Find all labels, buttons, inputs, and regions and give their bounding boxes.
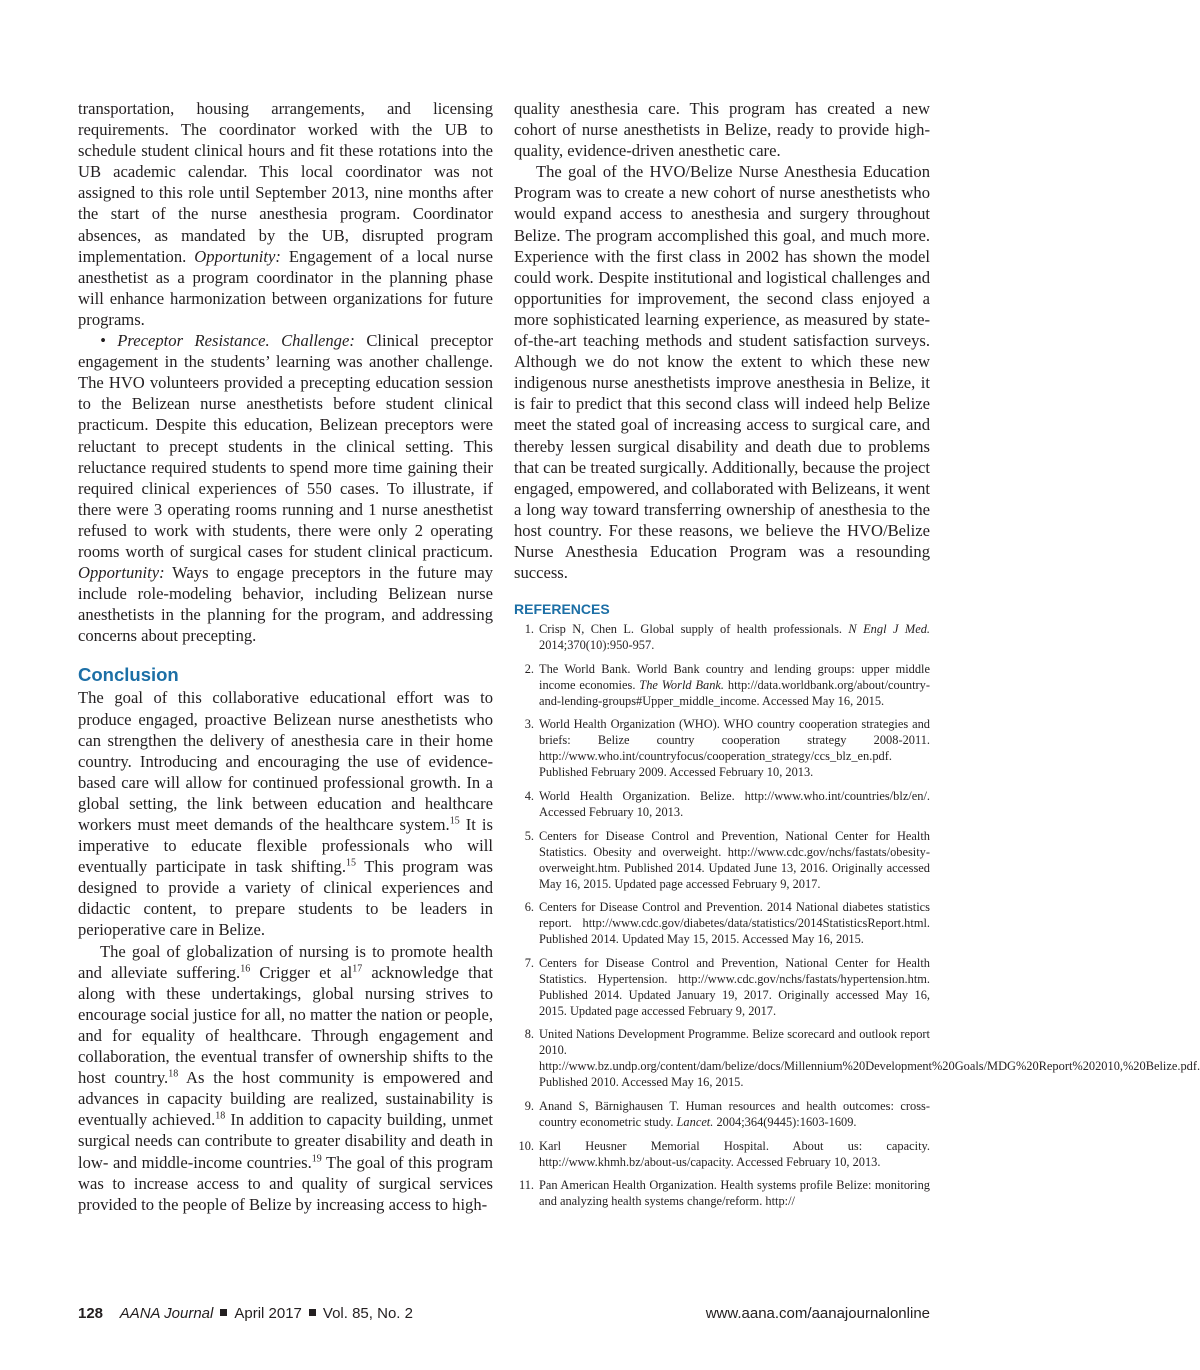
reference-text: Centers for Disease Control and Prevention. 2014 National diabetes statistics report. http://www.cdc.gov/diabetes/data/statistics/2014StatisticsReport.html. Published 2014. Updated May 15, 2015. Accessed May 16, 2015. — [539, 900, 930, 947]
reference-text: Centers for Disease Control and Prevention, National Center for Health Statistics. Hypertension. http://www.cdc.gov/nchs/fastats/hypertension.htm. Published 2014. Updated January 19, 2017. Originally accessed May 16, 2015. Updated page accessed February 9, 2017. — [539, 955, 930, 1018]
body-paragraph: • Preceptor Resistance. Challenge: Clinical preceptor engagement in the students’ learning was another challenge. The HVO volunteers provided a precepting education session to the Belizean nurse anesthetists before student clinical practicum. Despite this education, Belizean preceptors were reluctant to precept students in the clinical setting. This reluctance required students to spend more time gaining their required clinical experiences of 550 cases. To illustrate, if there were 3 operating rooms running and 1 nurse anesthetist refused to work with students, there were only 2 operating rooms worth of surgical cases for student clinical practicum. Opportunity: Ways to engage preceptors in the future may include role-modeling behavior, including Belizean nurse anesthetists in the planning for the program, and addressing concerns about precepting. — [78, 331, 493, 646]
body-paragraph: The goal of globalization of nursing is to promote health and alleviate suffering.$^{16}$ Crigger et $al^{17}$ acknowledge that along with these undertakings, global nursing strives to encourage social justice for all, no matter the nation or people, and for equality of healthcare. Through engagement and collaboration, the eventual transfer of ownership shifts to the host country.$^{18}$ As the host community is empowered and advances in capacity building are realized, sustainability is eventually achieved.$^{18}$ In addition to capacity building, unmet surgical needs can contribute to greater disability and death in low- and middle-income countries.$^{19}$ The goal of this program was to increase access to and quality of surgical services provided to the people of Belize by increasing access to high- — [78, 941, 494, 1214]
left-column — [78, 98, 493, 1215]
right-column — [514, 98, 1200, 1217]
reference-number: 4. — [524, 788, 534, 803]
reference-text: Anand S, Bärnighausen T. Human resources and health outcomes: cross-country econometric study. — [539, 1098, 930, 1129]
reference-item — [514, 716, 930, 780]
body-paragraph: transportation, housing arrangements, and licensing requirements. The coordinator worked with the UB to schedule student clinical hours and fit these rotations into the UB academic calendar. This local coordinator was not assigned to this role until September 2013, nine months after the start of the nurse anesthesia program. Coordinator absences, as mandated by the UB, disrupted program implementation. Opportunity: Engagement of a local nurse anesthetist as a program coordinator in the planning phase will enhance harmonization between organizations for future programs. — [78, 99, 493, 329]
reference-number: 10. — [518, 1138, 534, 1153]
reference-source: Lancet. — [676, 1114, 714, 1129]
reference-item — [514, 828, 930, 892]
reference-item — [514, 1177, 930, 1209]
reference-item — [514, 661, 930, 709]
section-heading: Conclusion — [78, 664, 179, 686]
references-list — [514, 621, 1200, 1209]
reference-number: 11. — [518, 1178, 534, 1193]
reference-number: 2. — [524, 661, 534, 676]
journal-name: AANA Journal — [119, 1305, 214, 1322]
reference-number: 3. — [524, 717, 534, 732]
reference-item — [514, 621, 930, 653]
reference-item — [514, 1098, 930, 1130]
body-paragraph: The goal of this collaborative educational effort was to produce engaged, proactive Belizean nurse anesthetists who can strengthen the delivery of anesthesia care in their home country. Introducing and encouraging the use of evidence-based care will allow for continued professional growth. In a global setting, the link between education and healthcare workers must meet demands of the healthcare system.$^{15}$ It is imperative to educate flexible professionals who will eventually participate in task shifting.$^{15}$ This program was designed to provide a variety of clinical experiences and didactic content, to prepare students to be leaders in perioperative care in Belize. — [78, 688, 493, 940]
reference-number: 9. — [524, 1098, 534, 1113]
journal-url[interactable]: www.aana.com/aanajournalonline — [705, 1305, 930, 1322]
reference-text: The World Bank. World Bank country and lending groups: upper middle income economies. — [539, 661, 930, 692]
reference-item — [514, 1138, 930, 1170]
reference-text: Pan American Health Organization. Health systems profile Belize: monitoring and analyzing health systems change/reform. http:// — [539, 1178, 930, 1209]
reference-text: Centers for Disease Control and Prevention, National Center for Health Statistics. Obesity and overweight. http://www.cdc.gov/nchs/fastats/obesity-overweight.htm. Published 2014. Updated June 13, 2016. Originally accessed May 16, 2015. Updated page accessed February 9, 2017. — [539, 828, 930, 891]
page-footer — [78, 1305, 930, 1327]
reference-details: 2004;364(9445):1603-1609. — [713, 1114, 857, 1129]
issue-date: April 2017 — [234, 1305, 302, 1322]
volume-info: Vol. 85, No. 2 — [322, 1305, 413, 1322]
bullet-heading: • Preceptor Resistance. — [100, 331, 270, 351]
references-heading: REFERENCES — [514, 601, 610, 618]
page-number: 128 — [78, 1305, 104, 1322]
reference-text: World Health Organization. Belize. http://www.who.int/countries/blz/en/. Accessed February 10, 2013. — [539, 788, 930, 819]
reference-item — [514, 955, 930, 1019]
reference-text: Karl Heusner Memorial Hospital. About us: capacity. http://www.khmh.bz/about-us/capacity. Accessed February 10, 2013. — [539, 1138, 930, 1169]
reference-item — [514, 899, 930, 947]
reference-number: 7. — [524, 955, 534, 970]
body-paragraph: quality anesthesia care. This program has created a new cohort of nurse anesthetists in Belize, ready to provide high-quality, evidence-driven anesthetic care. — [514, 99, 930, 161]
reference-text: United Nations Development Programme. Belize scorecard and outlook report 2010. http://www.bz.undp.org/content/dam/belize/docs/Millennium%20Development%20Goals/MDG%20Report%202010,%20Belize.pdf. Published 2010. Accessed May 16, 2015. — [539, 1027, 1200, 1090]
reference-number: 5. — [524, 828, 534, 843]
body-paragraph: The goal of the HVO/Belize Nurse Anesthesia Education Program was to create a new cohort of nurse anesthetists who would expand access to anesthesia and surgery throughout Belize. The program accomplished this goal, and much more. Experience with the first class in 2002 has shown the model could work. Despite institutional and logistical challenges and opportunities for improvement, the second class enjoyed a more sophisticated learning experience, as measured by state-of-the-art teaching methods and student satisfaction surveys. Although we do not know the extent to which these new indigenous nurse anesthetists improve anesthesia in Belize, it is fair to predict that this second class will indeed help Belize meet the stated goal of increasing access to surgical care, and thereby lessen surgical disability and death due to problems that can be treated surgically. Additionally, because the project engaged, empowered, and collaborated with Belizeans, it went a long way toward transferring ownership of anesthesia to the host country. For these reasons, we believe the HVO/Belize Nurse Anesthesia Education Program was a resounding success. — [514, 162, 930, 583]
reference-item — [514, 788, 930, 820]
reference-text: World Health Organization (WHO). WHO country cooperation strategies and briefs: Belize country cooperation strategy 2008-2011. http://www.who.int/countryfocus/cooperation_strategy/ccs_blz_en.pdf. Published February 2009. Accessed February 10, 2013. — [539, 717, 930, 780]
square-bullet-icon — [220, 1309, 227, 1316]
reference-number: 8. — [524, 1027, 534, 1042]
reference-number: 6. — [524, 900, 534, 915]
reference-details: http://data.worldbank.org/about/country-and-lending-groups#Upper_middle_income. Accessed May 16, 2015. — [539, 677, 930, 708]
reference-number: 1. — [524, 622, 534, 637]
reference-text: Crisp N, Chen L. Global supply of health professionals. — [539, 622, 849, 637]
reference-details: 2014;370(10):950-957. — [539, 638, 655, 653]
reference-source: N Engl J Med. — [848, 622, 930, 637]
reference-source: The World Bank. — [639, 677, 725, 692]
reference-item — [514, 1026, 1200, 1090]
square-bullet-icon — [309, 1309, 316, 1316]
